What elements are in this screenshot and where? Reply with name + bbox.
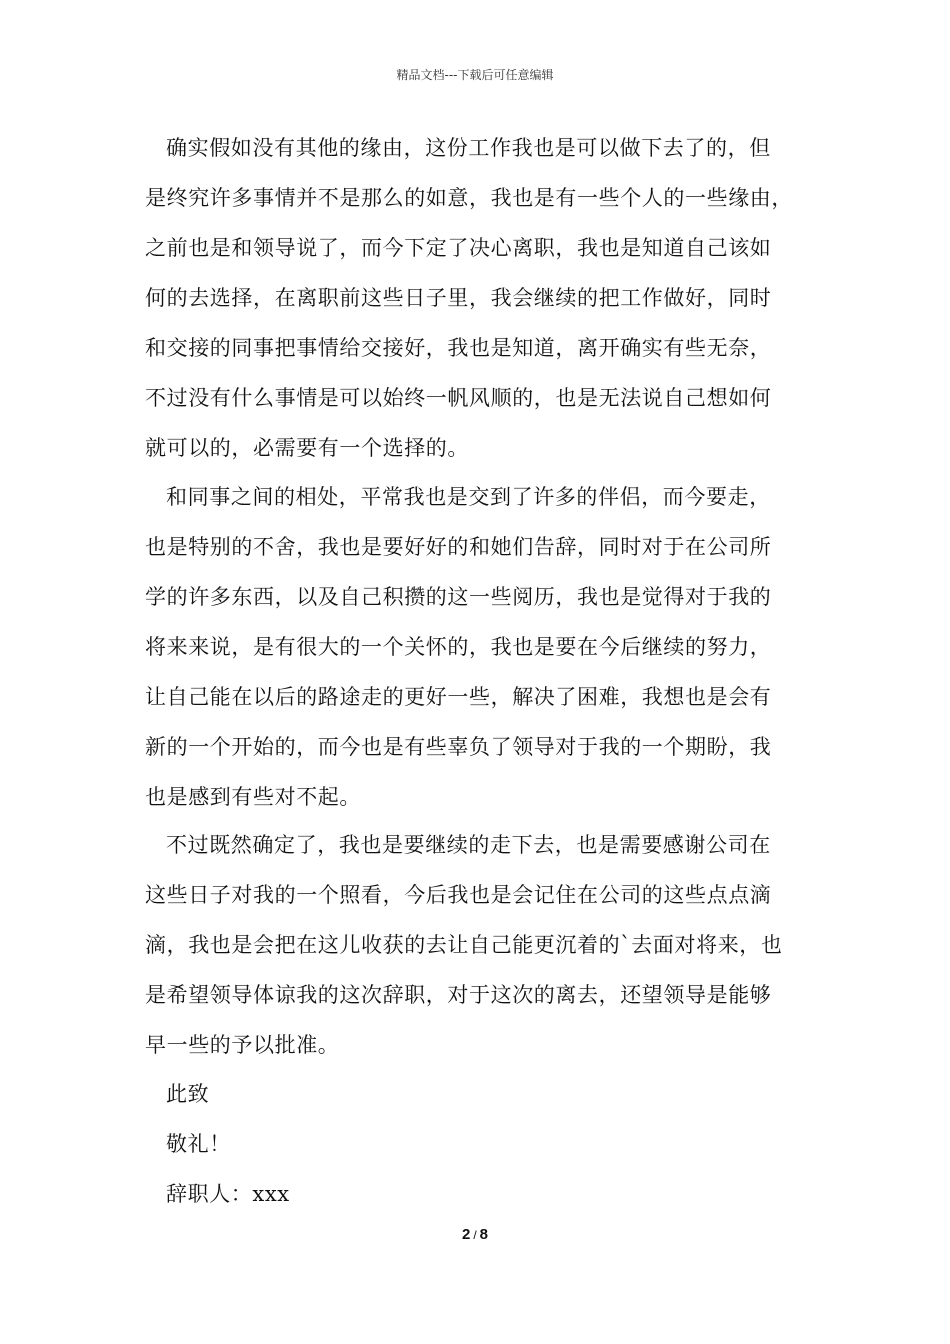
paragraph-1-line-2: 是终究许多事情并不是那么的如意，我也是有一些个人的一些缘由， (145, 186, 793, 210)
paragraph-2-line-7: 也是感到有些对不起。 (145, 785, 361, 809)
paragraph-3-line-3: 滴，我也是会把在这儿收获的去让自己能更沉着的`去面对将来，也 (145, 933, 783, 957)
paragraph-2-line-5: 让自己能在以后的路途走的更好一些，解决了困难，我想也是会有 (145, 685, 772, 709)
paragraph-1-line-6: 不过没有什么事情是可以始终一帆风顺的，也是无法说自己想如何 (145, 386, 772, 410)
page-number (0, 1226, 950, 1243)
page-header: 精品文档---下载后可任意编辑 (396, 68, 554, 82)
paragraph-2-line-6: 新的一个开始的，而今也是有些辜负了领导对于我的一个期盼，我 (145, 735, 772, 759)
total-pages: 8 (479, 1226, 489, 1243)
paragraph-2-line-2: 也是特别的不舍，我也是要好好的和她们告辞，同时对于在公司所 (145, 535, 772, 559)
closing-salutation: 此致 (166, 1082, 210, 1106)
paragraph-3-line-2: 这些日子对我的一个照看，今后我也是会记住在公司的这些点点滴 (145, 883, 772, 907)
signature-line: 辞职人：xxx (166, 1182, 290, 1206)
paragraph-2-line-3: 学的许多东西，以及自己积攒的这一些阅历，我也是觉得对于我的 (145, 585, 772, 609)
paragraph-3-line-5: 早一些的予以批准。 (145, 1033, 340, 1057)
page-separator: / (473, 1228, 477, 1242)
paragraph-1-line-7: 就可以的，必需要有一个选择的。 (145, 436, 469, 460)
paragraph-2-line-4: 将来来说，是有很大的一个关怀的，我也是要在今后继续的努力， (145, 635, 772, 659)
paragraph-3-line-1: 不过既然确定了，我也是要继续的走下去，也是需要感谢公司在 (166, 833, 771, 857)
paragraph-1-line-1: 确实假如没有其他的缘由，这份工作我也是可以做下去了的，但 (166, 136, 771, 160)
paragraph-1-line-4: 何的去选择，在离职前这些日子里，我会继续的把工作做好，同时 (145, 286, 772, 310)
paragraph-3-line-4: 是希望领导体谅我的这次辞职，对于这次的离去，还望领导是能够 (145, 983, 772, 1007)
closing-regards: 敬礼！ (166, 1132, 231, 1156)
paragraph-2-line-1: 和同事之间的相处，平常我也是交到了许多的伴侣，而今要走， (166, 485, 771, 509)
paragraph-1-line-5: 和交接的同事把事情给交接好，我也是知道，离开确实有些无奈， (145, 336, 772, 360)
paragraph-1-line-3: 之前也是和领导说了，而今下定了决心离职，我也是知道自己该如 (145, 236, 772, 260)
current-page: 2 (461, 1226, 471, 1243)
